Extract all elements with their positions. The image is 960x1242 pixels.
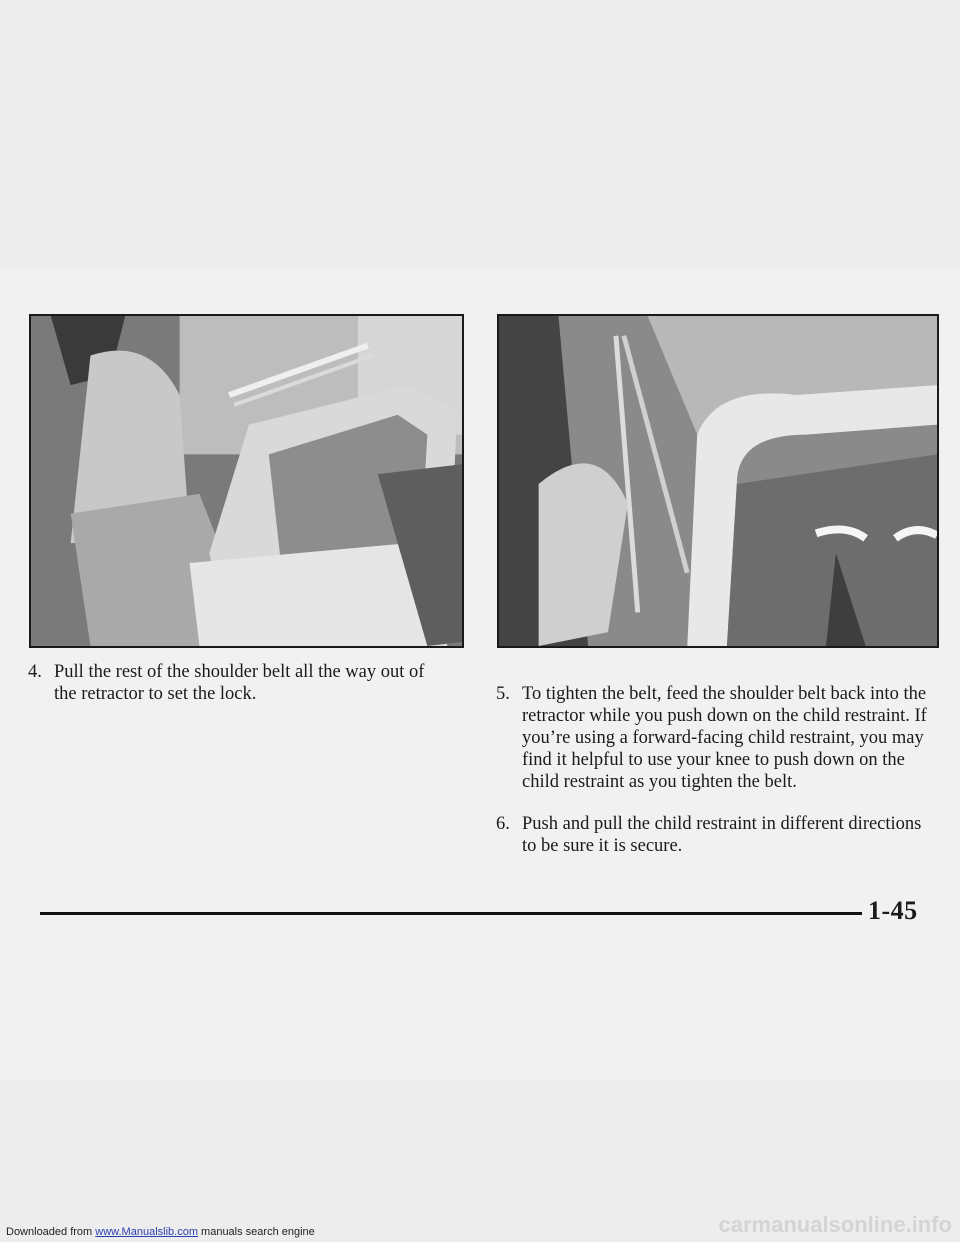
page-number: 1-45	[868, 896, 918, 925]
download-footer	[6, 1226, 315, 1238]
instruction-step-6	[496, 813, 936, 857]
instruction-step-5	[496, 683, 936, 793]
step-number: 5.	[496, 684, 510, 704]
watermark: carmanualsonline.info	[718, 1212, 952, 1237]
step-text: Pull the rest of the shoulder belt all the way out of the retractor to set the lock.	[54, 662, 425, 704]
step-text: To tighten the belt, feed the shoulder belt back into the retractor while you push down on the child restraint. If you’re using a forward-facing child restraint, you may find it helpful to use your knee to push down on the child restraint as you tighten the belt.	[522, 684, 927, 792]
instruction-step-4	[28, 661, 448, 705]
step-text: Push and pull the child restraint in different directions to be sure it is secure.	[522, 814, 922, 856]
step-number: 6.	[496, 814, 510, 834]
manualslib-link[interactable]: www.Manualslib.com	[95, 1226, 198, 1238]
illustration-pull-belt	[29, 314, 464, 648]
footer-prefix: Downloaded from	[6, 1226, 96, 1238]
illustration-tighten-belt	[497, 314, 939, 648]
step-number: 4.	[28, 662, 42, 682]
footer-suffix: manuals search engine	[197, 1226, 315, 1238]
footer-rule	[40, 912, 862, 915]
